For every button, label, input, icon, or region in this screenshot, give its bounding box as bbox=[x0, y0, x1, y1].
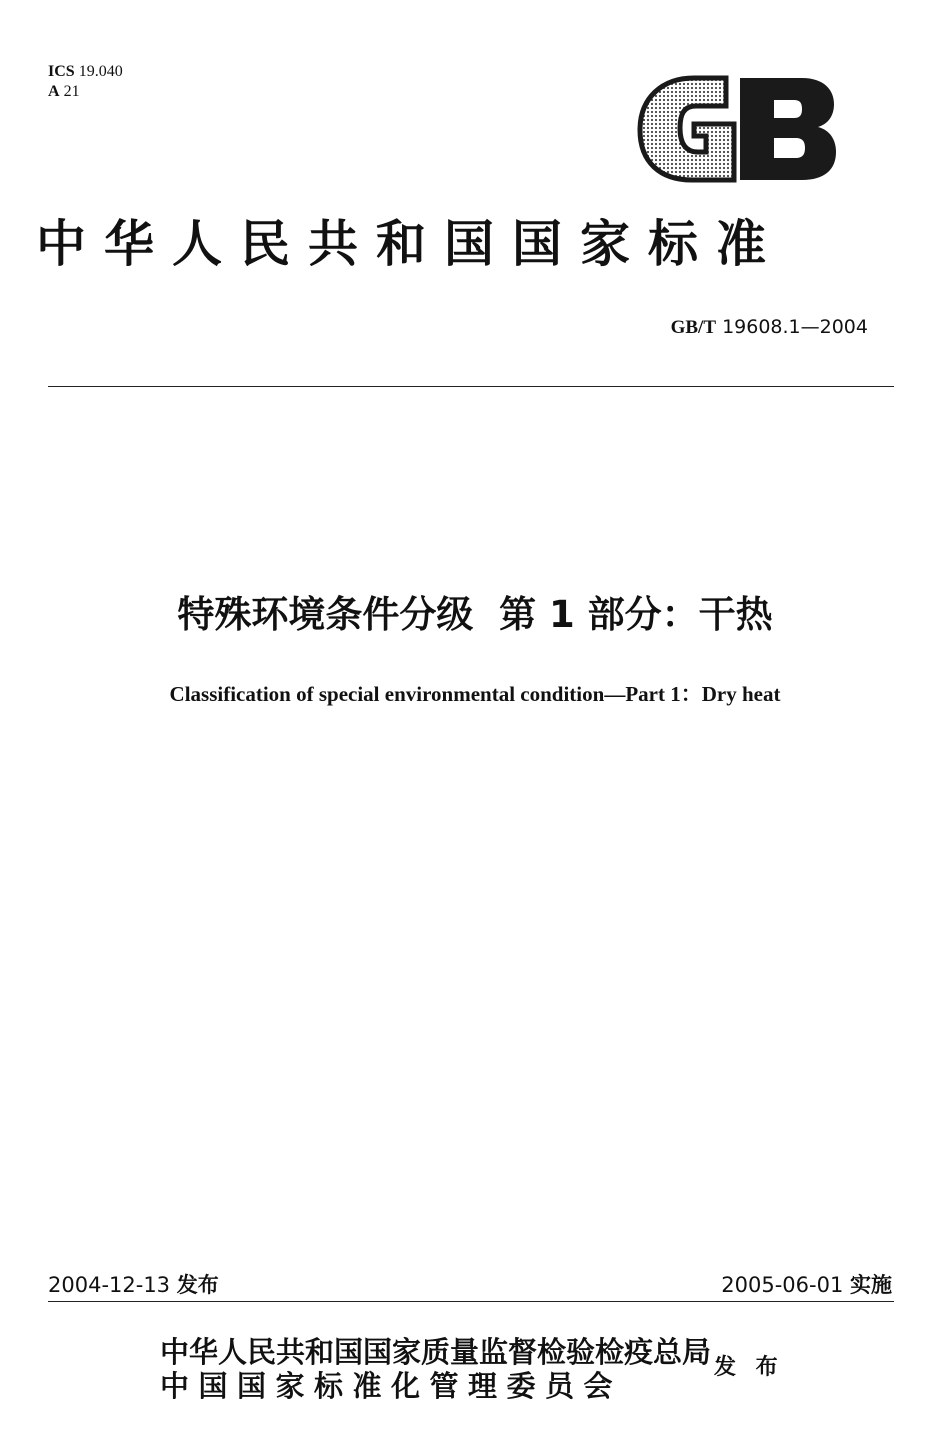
ics-line bbox=[48, 62, 123, 82]
publisher-aqsiq: 中华人民共和国国家质量监督检验检疫总局 bbox=[160, 1335, 712, 1369]
ccs-code: 21 bbox=[63, 83, 80, 100]
national-standard-title: 中华人民共和国国家标准 bbox=[36, 214, 784, 273]
gb-logo bbox=[634, 70, 840, 188]
issue-date-block bbox=[48, 1270, 219, 1300]
ics-label: ICS bbox=[48, 63, 75, 80]
logo-b-shape bbox=[740, 78, 836, 180]
title-english: Classification of special environmental condition—Part 1：Dry heat bbox=[169, 682, 781, 706]
implement-date-block bbox=[721, 1270, 892, 1300]
logo-g-shape bbox=[640, 78, 734, 180]
publisher-sac: 中国国家标准化管理委员会 bbox=[160, 1369, 623, 1403]
issue-label: 发布 bbox=[176, 1273, 219, 1297]
ccs-line bbox=[48, 82, 123, 102]
header-divider bbox=[48, 386, 894, 387]
classification-codes bbox=[48, 62, 123, 102]
standard-prefix: GB/T bbox=[670, 317, 717, 338]
footer-divider bbox=[48, 1301, 894, 1302]
implement-label: 实施 bbox=[850, 1273, 892, 1297]
title-chinese: 特殊环境条件分级 第 1 部分：干热 bbox=[177, 593, 773, 636]
ics-code: 19.040 bbox=[78, 63, 123, 80]
standard-number-value: 19608.1—2004 bbox=[722, 316, 868, 338]
issue-date: 2004-12-13 bbox=[48, 1273, 171, 1297]
implement-date: 2005-06-01 bbox=[721, 1273, 844, 1297]
publish-label: 发 布 bbox=[714, 1354, 784, 1380]
ccs-letter: A bbox=[48, 83, 60, 100]
standard-number bbox=[671, 314, 868, 341]
